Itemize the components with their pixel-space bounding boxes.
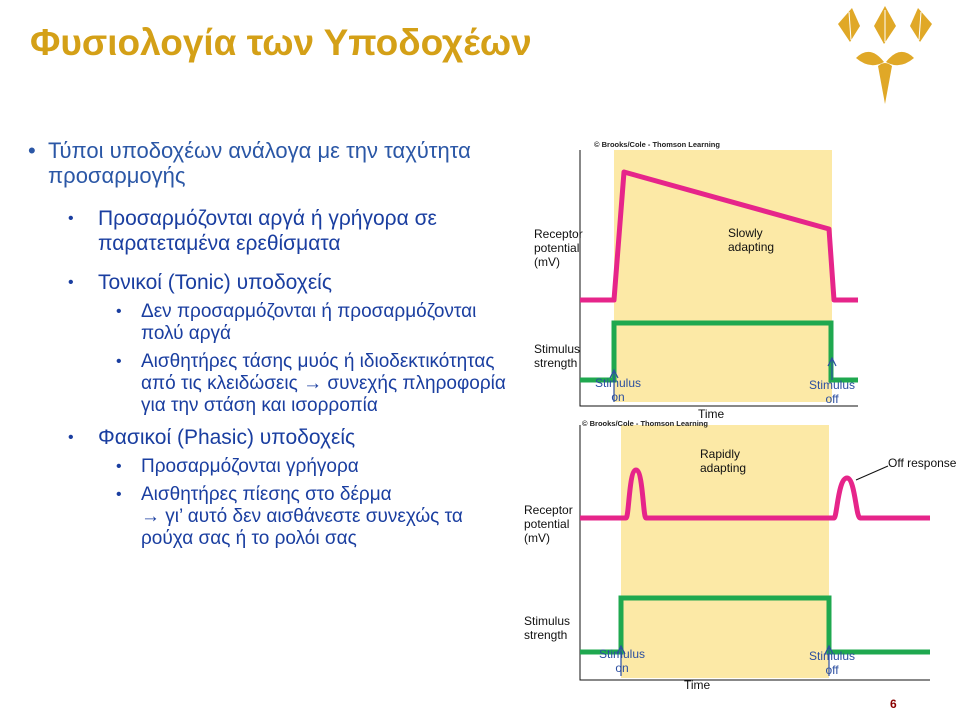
top-receptor-label: Receptor potential (mV): [534, 227, 583, 269]
slide-title: Φυσιολογία των Υποδοχέων: [30, 22, 532, 63]
slow-stimulus-window: [614, 150, 832, 402]
off-response-pointer: [856, 466, 888, 480]
bottom-time-label: Time: [684, 678, 711, 692]
off-response-label: Off response: [888, 456, 957, 470]
slow-adapting-label: Slowly adapting: [728, 226, 775, 254]
bullet-tonic-b: • Αισθητήρες τάσης μυός ή ιδιοδεκτικότητας από τις κλειδώσεις → συνεχής πληροφορία για την στάση και ισορροπία: [116, 351, 506, 416]
bullet-phasic-a: • Προσαρμόζονται γρήγορα: [116, 456, 359, 477]
slow-stimulus-off-label: Stimulus off: [808, 378, 855, 406]
page-number: 6: [890, 697, 897, 711]
bullet-main: • Τύποι υποδοχέων ανάλογα με την ταχύτητα προσαρμογής: [28, 138, 471, 188]
bottom-stimulus-label: Stimulus strength: [524, 614, 571, 642]
top-time-label: Time: [698, 407, 725, 421]
rapid-stimulus-off-label: Stimulus off: [808, 649, 855, 677]
arrow-icon: →: [141, 506, 160, 527]
bullet-phasic-b: • Αισθητήρες πίεσης στο δέρμα → γι’ αυτό δεν αισθάνεστε συνεχώς τα ρούχα σας ή το ρολόι σας: [116, 484, 463, 549]
bottom-copyright: © Brooks/Cole - Thomson Learning: [582, 419, 708, 428]
arrow-icon: →: [303, 373, 323, 394]
bullet-phasic: • Φασικοί (Phasic) υποδοχείς: [68, 426, 356, 449]
slow-stimulus-on-label: Stimulus on: [594, 376, 641, 404]
bottom-receptor-label: Receptor potential (mV): [524, 503, 573, 545]
rapid-adapting-label: Rapidly adapting: [700, 447, 747, 475]
rapid-stimulus-on-label: Stimulus on: [598, 647, 645, 675]
bullet-tonic-a: • Δεν προσαρμόζονται ή προσαρμόζονται πολύ αργά: [116, 301, 477, 344]
top-copyright: © Brooks/Cole - Thomson Learning: [594, 140, 720, 149]
bullet-tonic: • Τονικοί (Tonic) υποδοχείς: [68, 271, 332, 294]
bullet-adapt: • Προσαρμόζονται αργά ή γρήγορα σε παρατεταμένα ερεθίσματα: [68, 207, 437, 255]
top-stimulus-label: Stimulus strength: [534, 342, 581, 370]
